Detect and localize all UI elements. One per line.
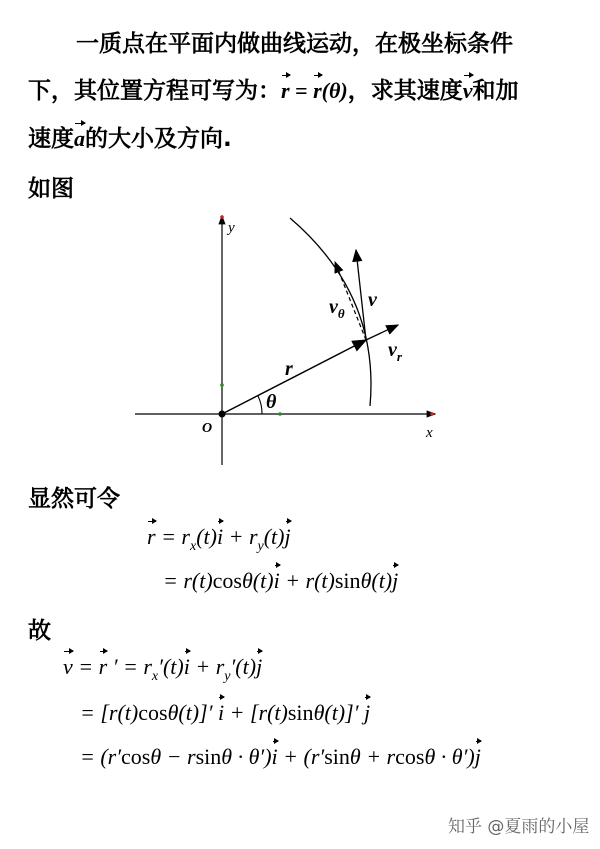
problem-line-2 [28,72,519,105]
figure-heading: 如图 [28,176,74,202]
eq2-l2-a: = [r(t) [80,700,139,725]
eq2-l2-unit-i: i [218,700,225,725]
eq1-sub-x: x [189,539,197,554]
theta-label: θ [266,391,277,413]
x-axis-tip-marker [430,412,434,416]
eq1-sub-y: y [257,539,264,554]
eq1-l2-unit-j: j [392,568,399,593]
v-r-label-main: v [388,339,397,361]
eq2-l2-cos: cos [138,700,168,725]
eq2-l1-prime: ′ = r [107,654,152,679]
equation-2-line-3 [80,744,481,770]
x-axis-label: x [426,425,433,441]
eq2-l1-eq: = [72,654,99,679]
vector-a [74,126,85,151]
eq1-l2-sin: sin [334,568,361,593]
eq1-l2-unit-i: i [273,568,280,593]
eq2-l1-b: ′(t) [158,654,184,679]
y-axis-label: y [228,220,235,236]
eq2-l3-a: = (r′ [80,744,122,769]
eq2-l3-cos: cos [121,744,151,769]
eq2-vector-v: v [63,654,73,679]
eq1-l2-a: = r(t) [163,568,213,593]
position-equation [281,78,348,103]
eq2-l3-f: θ · θ′) [424,744,475,769]
radial-velocity-vector [366,325,398,340]
v-theta-label-sub: θ [337,306,345,321]
eq2-unit-i: i [183,654,190,679]
problem-line-3 [28,120,232,153]
polar-coordinate-figure [130,210,450,470]
eq2-l3-cos2: cos [395,744,425,769]
y-axis-marker [220,383,224,387]
position-vector-r [222,340,366,414]
r-label: r [285,358,293,380]
y-axis-tip-marker [220,215,224,219]
eq1-l2-d: θ(t) [360,568,393,593]
x-axis-marker [278,412,282,416]
watermark: 知乎 @夏雨的小屋 [448,817,590,837]
vector-r: r [281,78,290,103]
eq2-l3-unit-j: j [474,744,481,769]
eq1-l2-cos: cos [212,568,242,593]
eq1-unit-i: i [216,524,224,549]
eq2-l1-c: + r [189,654,225,679]
eq1-l1-b: (t) [196,524,217,549]
eq2-l1-d: ′(t) [230,654,257,679]
eq2-l3-e: θ + r [349,744,396,769]
eq2-l3-c: θ · θ′) [221,744,272,769]
eq2-l3-sin2: sin [324,744,350,769]
v-r-label [388,339,403,364]
eq1-unit-j: j [284,524,291,549]
vector-a-symbol: a [74,126,85,151]
eq1-l2-b: θ(t) [242,568,274,593]
v-theta-label-main: v [329,296,338,318]
equation-1-line-2 [163,568,398,594]
v-label: v [368,289,377,311]
eq2-l3-d: + (r′ [277,744,325,769]
eq2-unit-j: j [256,654,263,679]
eq2-l2-unit-j: j [364,700,371,725]
eq2-l2-sin: sin [287,700,314,725]
equals-sign: = [289,78,314,103]
angle-arc [258,396,262,414]
vector-v-symbol: v [462,78,473,103]
equation-1-line-1 [147,524,291,555]
eq2-sub-y: y [224,669,231,684]
vector-r-function: r [313,78,322,103]
problem-line-2-mid: ，求其速度 [347,78,463,104]
v-theta-label [329,296,345,321]
problem-line-2-end: 和加 [472,78,519,104]
section-2-heading: 故 [28,618,51,644]
eq2-l3-sin: sin [195,744,222,769]
problem-line-3-prefix: 速度 [28,126,74,152]
eq2-l3-b: θ − r [150,744,196,769]
v-r-label-sub: r [396,349,402,364]
eq2-vector-r: r [98,654,108,679]
vector-v [463,78,473,103]
problem-line-2-prefix: 下，其位置方程可写为： [28,78,281,104]
equation-2-line-2 [80,700,370,726]
eq1-vector-r: r [147,524,156,549]
section-1-heading: 显然可令 [28,486,120,512]
problem-line-1: 一质点在平面内做曲线运动，在极坐标条件 [76,31,513,57]
eq2-l2-b: θ(t)]′ [167,700,219,725]
eq1-l2-c: + r(t) [279,568,335,593]
eq1-l1-c: + r [223,524,258,549]
equation-2-line-1 [63,654,262,685]
eq2-sub-x: x [151,669,159,684]
eq1-l1-a: = r [155,524,190,549]
problem-line-3-suffix: 的大小及方向. [85,126,232,152]
eq2-l2-d: θ(t)]′ [313,700,365,725]
theta-argument: (θ) [321,78,348,103]
eq2-l3-unit-i: i [271,744,278,769]
eq2-l2-c: + [r(t) [224,700,288,725]
eq1-l1-d: (t) [263,524,285,549]
origin-label: O [202,421,213,436]
